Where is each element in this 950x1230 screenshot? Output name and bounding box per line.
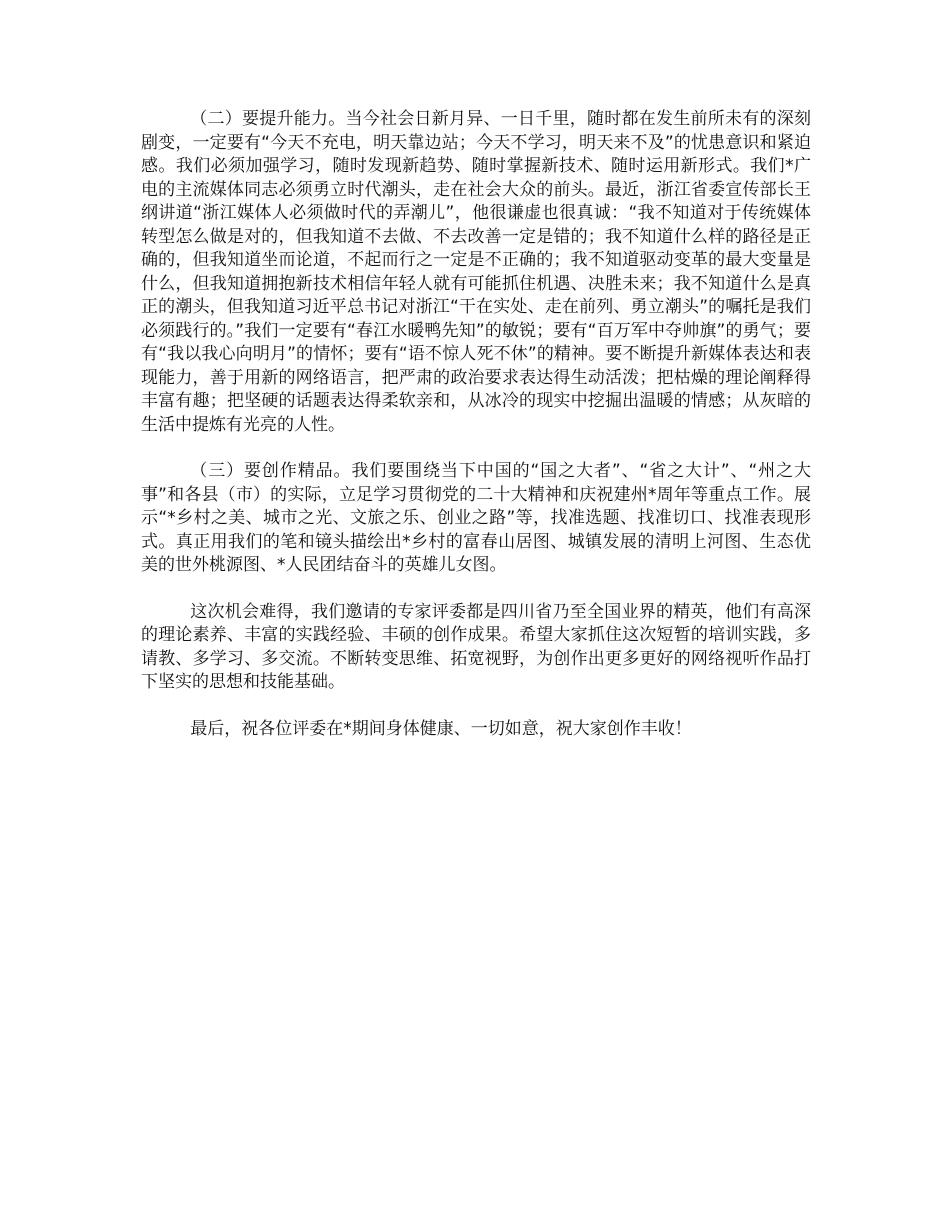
document-page: [141, 108, 811, 764]
paragraph-closing-wishes: 最后，祝各位评委在*期间身体健康、一切如意，祝大家创作丰收！: [190, 718, 692, 739]
paragraph-create-quality-works: （三）要创作精品。我们要围绕当下中国的“国之大者”、“省之大计”、“州之大事”和各县（市）的实际，立足学习贯彻党的二十大精神和庆祝建州*周年等重点工作。展示“*乡村之美、城市之光、文旅之乐、创业之路”等，找准选题、找准切口、找准表现形式。真正用我们的笔和镜头描绘出*乡村的富春山居图、城镇发展的清明上河图、生态优美的世外桃源图、*人民团结奋斗的英雄儿女图。: [141, 461, 811, 575]
paragraph-improve-ability: （二）要提升能力。当今社会日新月异、一日千里，随时都在发生前所未有的深刻剧变，一定要有“今天不充电，明天靠边站；今天不学习，明天来不及”的忧患意识和紧迫感。我们必须加强学习，随时发现新趋势、随时掌握新技术、随时运用新形式。我们*广电的主流媒体同志必须勇立时代潮头，走在社会大众的前头。最近，浙江省委宣传部长王纲讲道“浙江媒体人必须做时代的弄潮儿”，他很谦虚也很真诚：“我不知道对于传统媒体转型怎么做是对的，但我知道不去做、不去改善一定是错的；我不知道什么样的路径是正确的，但我知道坐而论道，不起而行之一定是不正确的；我不知道驱动变革的最大变量是什么，但我知道拥抱新技术相信年轻人就有可能抓住机遇、决胜未来；我不知道什么是真正的潮头，但我知道习近平总书记对浙江“干在实处、走在前列、勇立潮头”的嘱托是我们必须践行的。”我们一定要有“春江水暖鸭先知”的敏锐；要有“百万军中夺帅旗”的勇气；要有“我以我心向明月”的情怀；要有“语不惊人死不休”的精神。要不断提升新媒体表达和表现能力，善于用新的网络语言，把严肃的政治要求表达得生动活泼；把枯燥的理论阐释得丰富有趣；把坚硬的话题表达得柔软亲和，从冰冷的现实中挖掘出温暖的情感；从灰暗的生活中提炼有光亮的人性。: [141, 109, 811, 435]
paragraph-rare-opportunity: 这次机会难得，我们邀请的专家评委都是四川省乃至全国业界的精英，他们有高深的理论素养、丰富的实践经验、丰硕的创作成果。希望大家抓住这次短暂的培训实践，多请教、多学习、多交流。不断转变思维、拓宽视野，为创作出更多更好的网络视听作品打下坚实的思想和技能基础。: [141, 601, 811, 692]
